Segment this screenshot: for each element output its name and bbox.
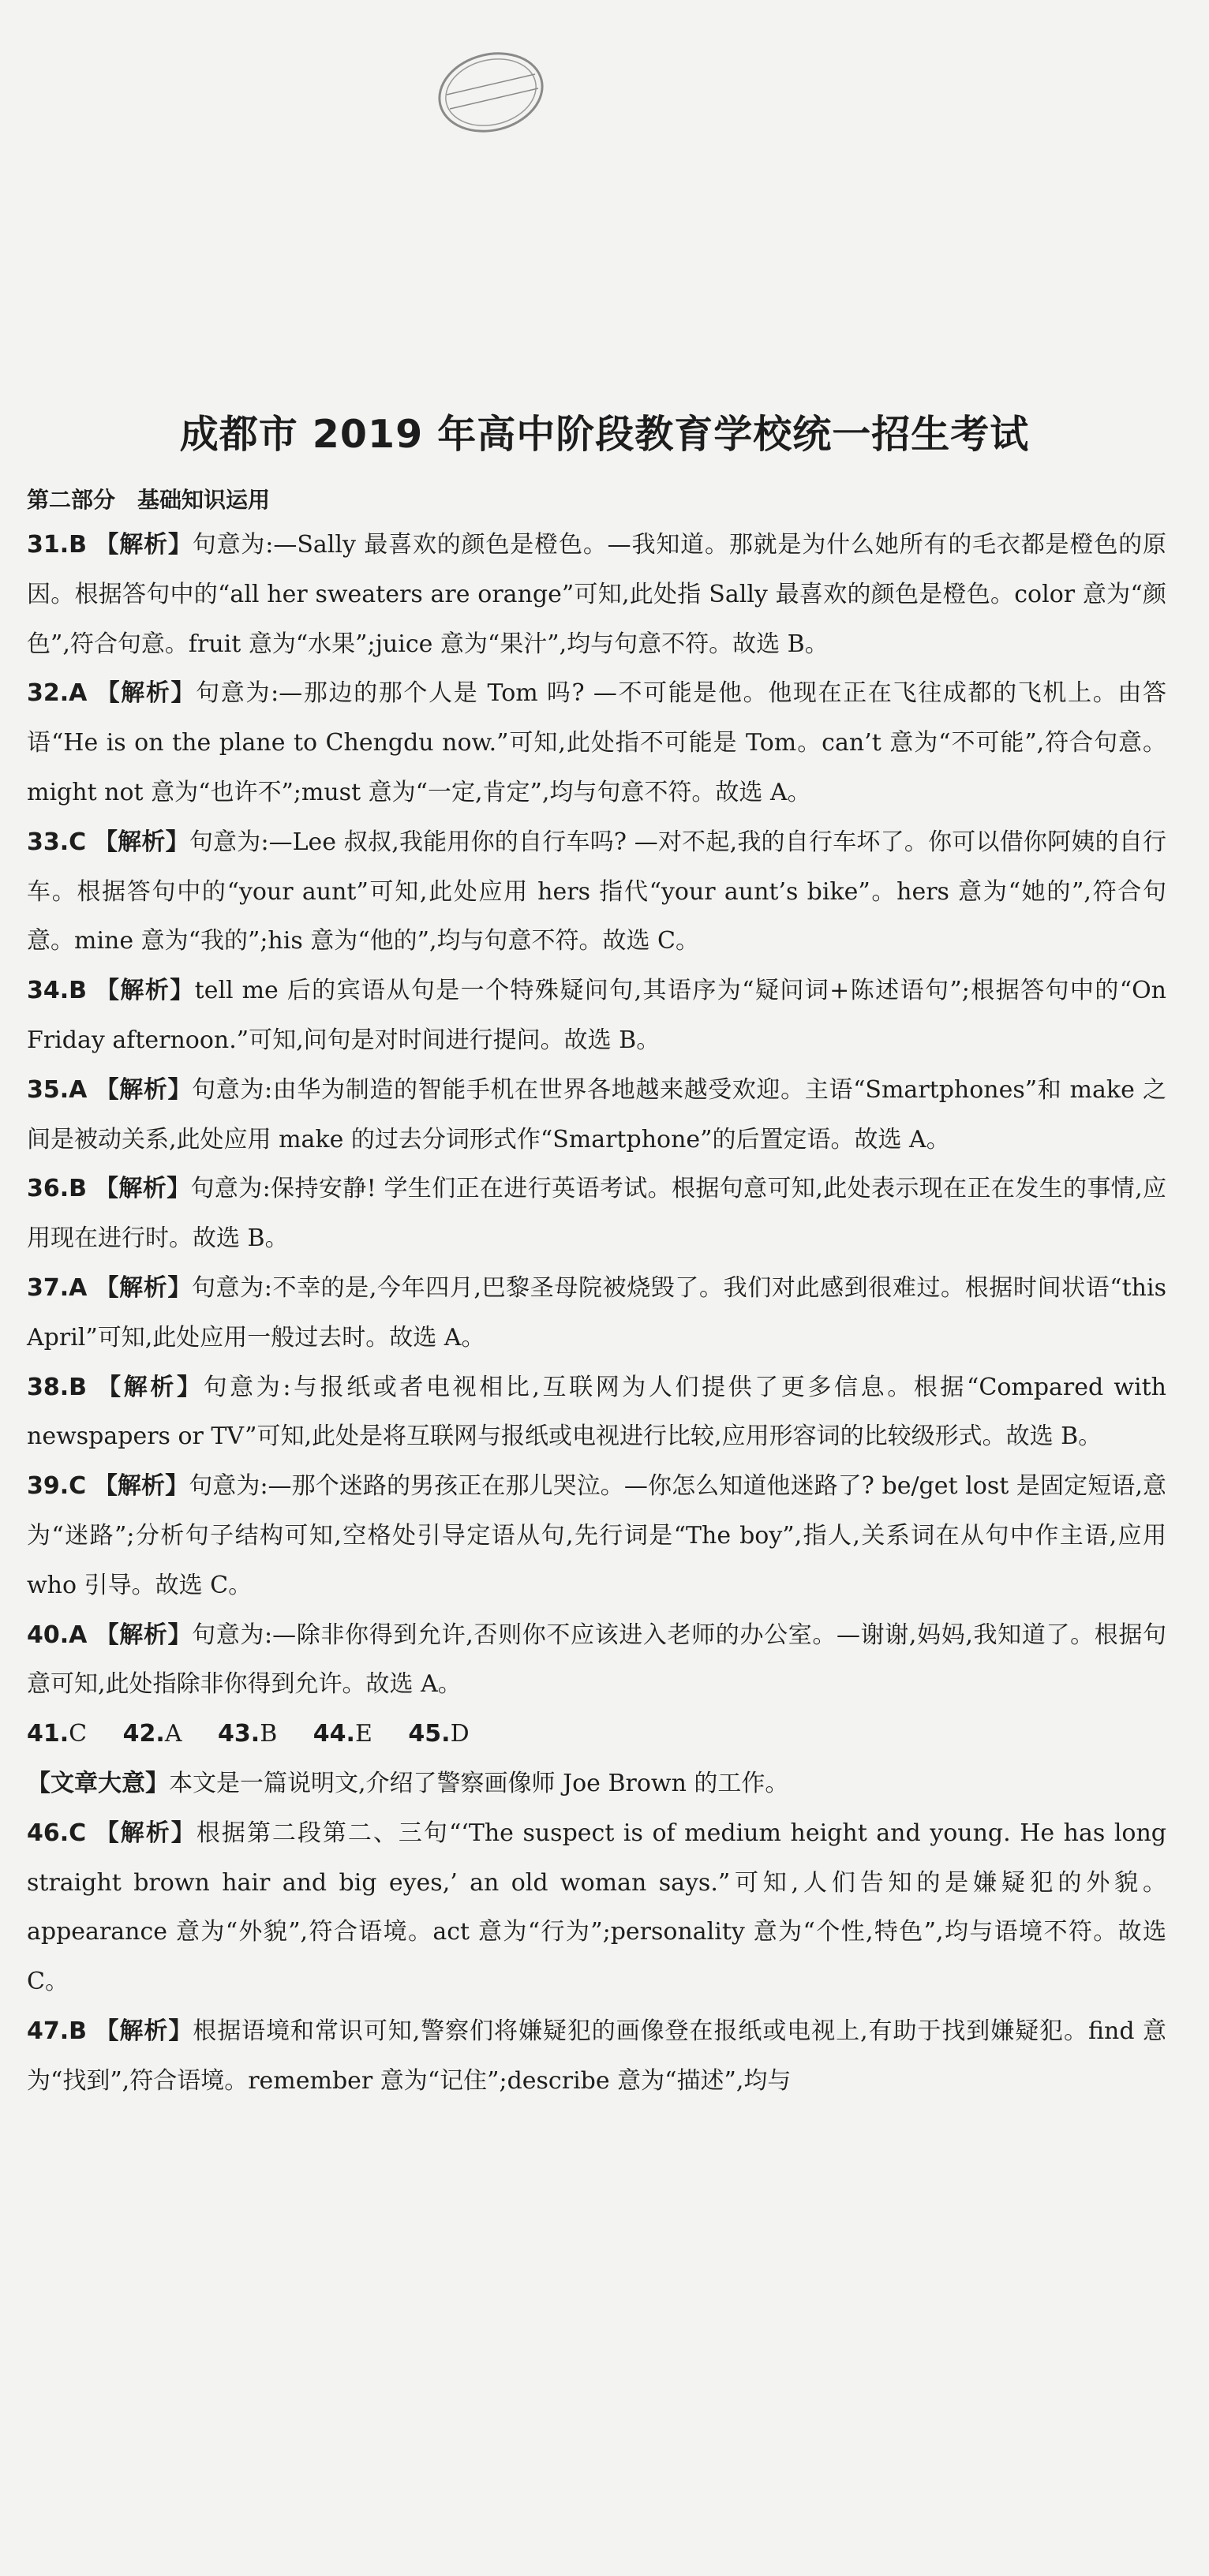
- answer-letter: C: [69, 1472, 87, 1501]
- question-number: 37.: [27, 1273, 69, 1302]
- question-item: [27, 1462, 1166, 1610]
- summary-label: 【文章大意】: [27, 1769, 169, 1797]
- answer-letter: A: [69, 1075, 88, 1104]
- question-item: [27, 1611, 1166, 1710]
- page-title: 成都市 2019 年高中阶段教育学校统一招生考试: [179, 412, 1030, 457]
- question-item: [27, 1066, 1166, 1165]
- question-item: [27, 1809, 1166, 2007]
- answer-letter: B: [69, 1175, 88, 1203]
- section-heading: 第二部分 基础知识运用: [27, 487, 271, 513]
- answer-letter: B: [69, 531, 88, 559]
- answers-line: [27, 1710, 1166, 1759]
- answer-pair: [27, 1720, 101, 1748]
- analysis-tag: 【解析】: [95, 1273, 192, 1302]
- answer-letter: B: [69, 977, 88, 1005]
- question-number: 44.: [313, 1720, 355, 1748]
- answer-letter: A: [164, 1720, 182, 1748]
- question-number: 43.: [218, 1720, 260, 1748]
- question-item: [27, 521, 1166, 669]
- analysis-text: 句意为:—除非你得到允许,否则你不应该进入老师的办公室。—谢谢,妈妈,我知道了。根据句意可知,此处指除非你得到允许。故选 A。: [27, 1621, 1167, 1699]
- answer-letter: B: [260, 1720, 278, 1748]
- article-summary: [27, 1759, 1166, 1809]
- question-item: [27, 1165, 1166, 1264]
- question-number: 45.: [408, 1720, 451, 1748]
- question-item: [27, 818, 1166, 966]
- question-item: [27, 966, 1166, 1066]
- analysis-tag: 【解析】: [93, 1472, 189, 1501]
- analysis-tag: 【解析】: [95, 531, 193, 559]
- analysis-text: 句意为:—那个迷路的男孩正在那儿哭泣。—你怎么知道他迷路了? be/get lost 是固定短语,意为“迷路”;分析句子结构可知,空格处引导定语从句,先行词是“The boy”,指人,关系词在从句中作主语,应用 who 引导。故选 C。: [27, 1472, 1166, 1599]
- question-item: [27, 669, 1166, 817]
- analysis-tag: 【解析】: [94, 1175, 191, 1203]
- question-item: [27, 1264, 1166, 1363]
- question-number: 40.: [27, 1621, 69, 1649]
- analysis-text: 根据第二段第二、三句“‘The suspect is of medium height and young. He has long straight brown hair and big eyes,’ an old woman says.”可知,人们告知的是嫌疑犯的外貌。appearance 意为“外貌”,符合语境。act 意为“行为”;personality 意为“个性,特色”,均与语境不符。故选 C。: [27, 1819, 1167, 1996]
- answer-letter: D: [450, 1720, 470, 1748]
- question-number: 33.: [27, 828, 69, 856]
- analysis-text: 句意为:—Sally 最喜欢的颜色是橙色。—我知道。那就是为什么她所有的毛衣都是橙色的原因。根据答句中的“all her sweaters are orange”可知,此处指 Sally 最喜欢的颜色是橙色。color 意为“颜色”,符合句意。fruit 意为“水果”;juice 意为“果汁”,均与句意不符。故选 B。: [27, 531, 1166, 658]
- question-item: [27, 2007, 1166, 2107]
- answer-pair: [218, 1720, 291, 1748]
- question-item: [27, 1363, 1166, 1463]
- answer-letter: A: [69, 1273, 88, 1302]
- answer-pair: [123, 1720, 197, 1748]
- question-number: 35.: [27, 1075, 69, 1104]
- analysis-tag: 【解析】: [95, 679, 197, 708]
- question-number: 31.: [27, 531, 69, 559]
- question-number: 32.: [27, 679, 69, 708]
- answer-letter: C: [69, 828, 87, 856]
- answer-letter: C: [69, 1819, 87, 1847]
- analysis-text: 句意为:—那边的那个人是 Tom 吗? —不可能是他。他现在正在飞往成都的飞机上。由答语“He is on the plane to Chengdu now.”可知,此处指不可能是 Tom。can’t 意为“不可能”,符合句意。might not 意为“也许不”;must 意为“一定,肯定”,均与句意不符。故选 A。: [27, 679, 1166, 806]
- question-number: 46.: [27, 1819, 69, 1847]
- analysis-tag: 【解析】: [95, 1621, 193, 1649]
- analysis-text: 句意为:不幸的是,今年四月,巴黎圣母院被烧毁了。我们对此感到很难过。根据时间状语“this April”可知,此处应用一般过去时。故选 A。: [27, 1273, 1166, 1352]
- question-number: 34.: [27, 977, 69, 1005]
- analysis-tag: 【解析】: [95, 1075, 193, 1104]
- analysis-tag: 【解析】: [95, 2017, 193, 2045]
- question-number: 38.: [27, 1373, 69, 1401]
- question-number: 42.: [122, 1720, 165, 1748]
- analysis-text: 根据语境和常识可知,警察们将嫌疑犯的画像登在报纸或电视上,有助于找到嫌疑犯。find 意为“找到”,符合语境。remember 意为“记住”;describe 意为“描述”,均与: [27, 2017, 1166, 2095]
- answer-letter: A: [69, 679, 88, 708]
- answer-letter: A: [69, 1621, 88, 1649]
- analysis-text: 句意为:与报纸或者电视相比,互联网为人们提供了更多信息。根据“Compared with newspapers or TV”可知,此处是将互联网与报纸或电视进行比较,应用形容词的比较级形式。故选 B。: [27, 1373, 1166, 1451]
- homework-stamp-logo: [432, 46, 549, 139]
- answer-letter: B: [69, 2017, 88, 2045]
- answer-pair: [313, 1720, 387, 1748]
- answer-letter: B: [69, 1373, 88, 1401]
- summary-text: 本文是一篇说明文,介绍了警察画像师 Joe Brown 的工作。: [169, 1769, 789, 1797]
- analysis-tag: 【解析】: [95, 1819, 197, 1847]
- analysis-text: 句意为:保持安静! 学生们正在进行英语考试。根据句意可知,此处表示现在正在发生的事情,应用现在进行时。故选 B。: [27, 1175, 1167, 1253]
- analysis-tag: 【解析】: [95, 977, 195, 1005]
- answer-letter: C: [69, 1720, 88, 1748]
- answer-letter: E: [354, 1720, 372, 1748]
- analysis-text: 句意为:由华为制造的智能手机在世界各地越来越受欢迎。主语“Smartphones”和 make 之间是被动关系,此处应用 make 的过去分词形式作“Smartphone”的后置定语。故选 A。: [27, 1075, 1167, 1153]
- answer-explanations: [27, 521, 1166, 2107]
- analysis-text: tell me 后的宾语从句是一个特殊疑问句,其语序为“疑问词+陈述语句”;根据答句中的“On Friday afternoon.”可知,问句是对时间进行提问。故选 B。: [27, 977, 1166, 1054]
- analysis-text: 句意为:—Lee 叔叔,我能用你的自行车吗? —对不起,我的自行车坏了。你可以借你阿姨的自行车。根据答句中的“your aunt”可知,此处应用 hers 指代“your aunt’s bike”。hers 意为“她的”,符合句意。mine 意为“我的”;his 意为“他的”,均与句意不符。故选 C。: [27, 828, 1167, 955]
- answer-pair: [408, 1720, 483, 1748]
- question-number: 41.: [27, 1720, 69, 1748]
- analysis-tag: 【解析】: [97, 1373, 204, 1401]
- question-number: 36.: [27, 1175, 69, 1203]
- analysis-tag: 【解析】: [93, 828, 189, 856]
- question-number: 39.: [27, 1472, 69, 1501]
- question-number: 47.: [27, 2017, 69, 2045]
